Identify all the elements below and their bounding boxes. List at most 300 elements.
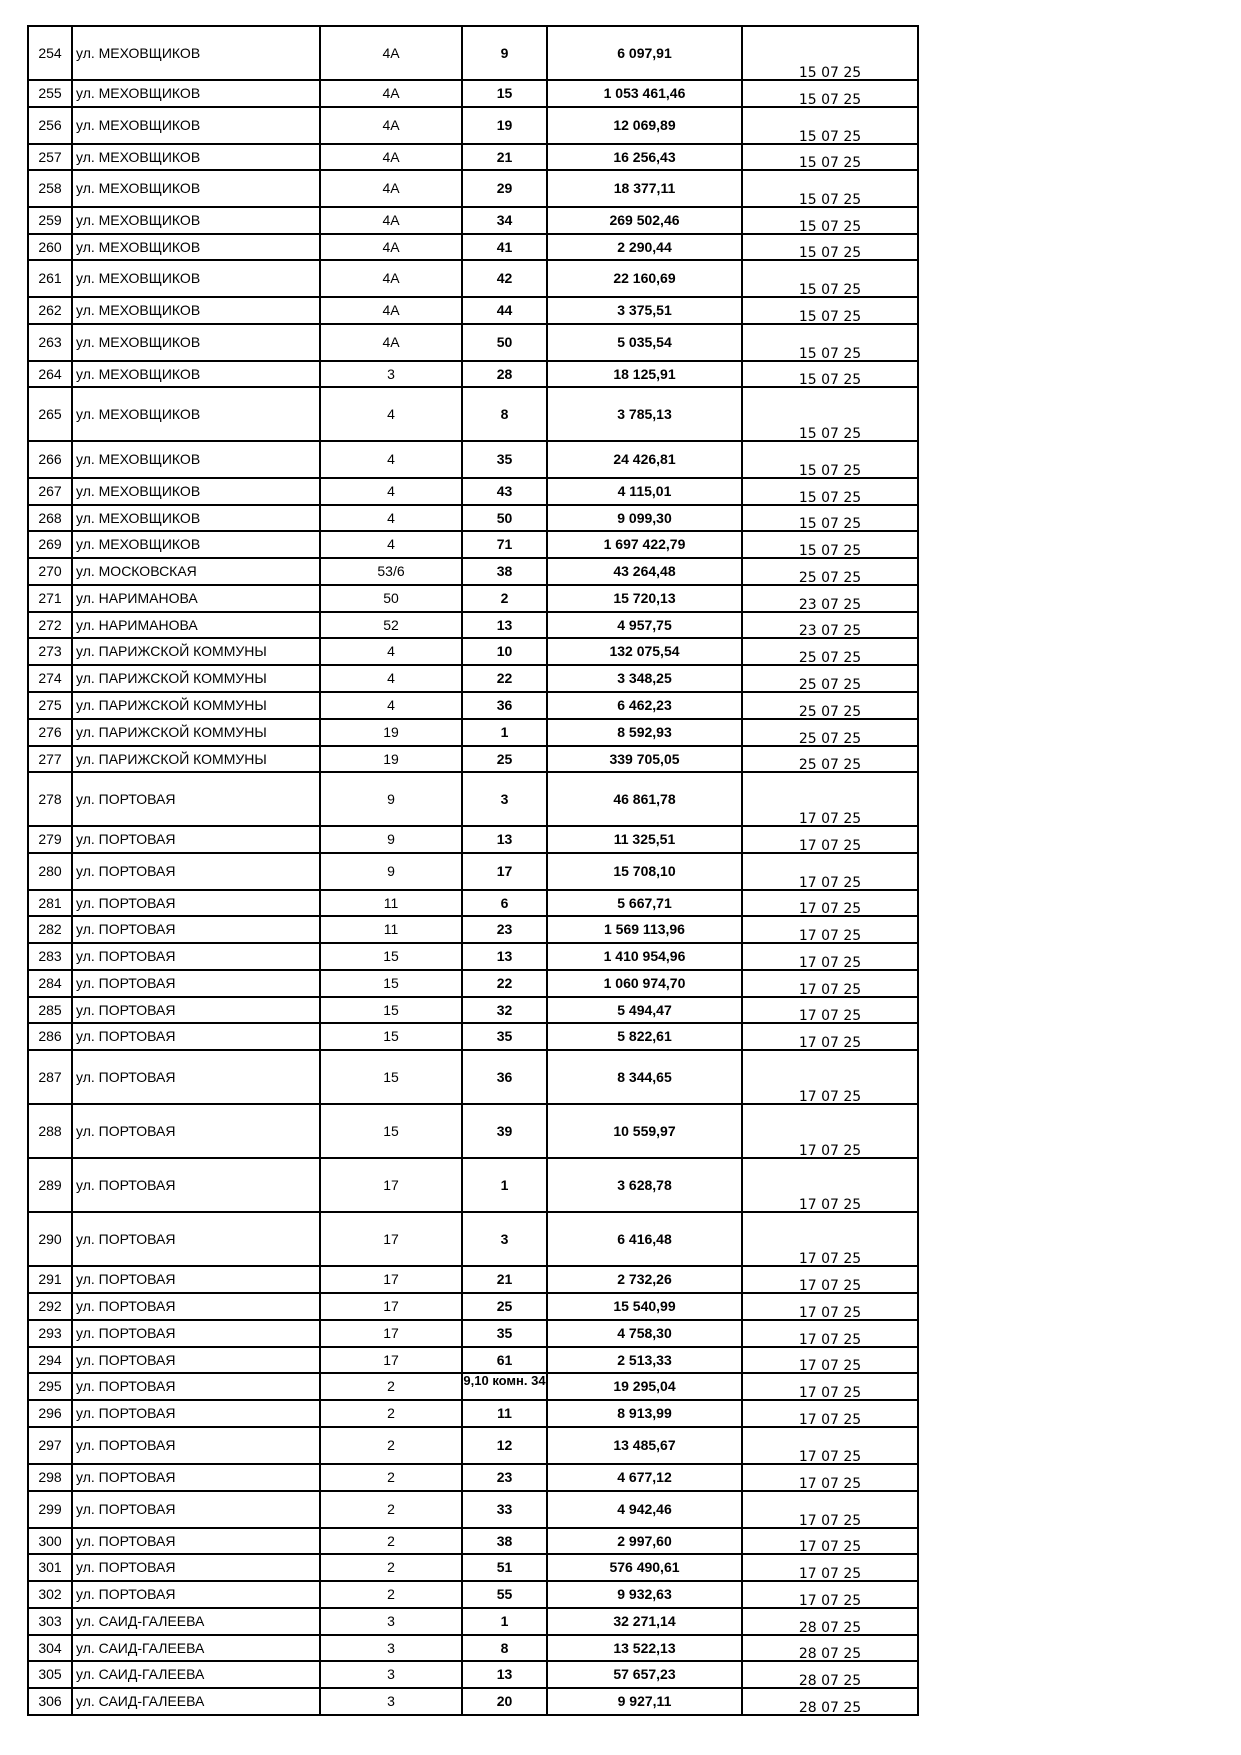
apartment-number: 29 [462,170,547,207]
date-value [742,234,918,260]
street-name: ул. ПОРТОВАЯ [72,1491,320,1528]
table-row [28,692,918,719]
street-name: ул. ПАРИЖСКОЙ КОММУНЫ [72,665,320,692]
row-number: 267 [28,478,72,505]
date-text: 17 07 25 [798,1008,862,1024]
table-row [28,441,918,478]
table-row [28,612,918,638]
debt-amount: 4 942,46 [547,1491,742,1528]
table-row [28,1023,918,1050]
table-row [28,1661,918,1688]
table-row [28,1050,918,1104]
apartment-number: 41 [462,234,547,260]
row-number: 289 [28,1158,72,1212]
debt-amount: 15 540,99 [547,1293,742,1320]
apartment-number: 21 [462,1266,547,1293]
row-number: 264 [28,361,72,387]
house-number: 15 [320,997,462,1023]
table-row [28,1400,918,1427]
table-body [28,26,918,1715]
apartment-number: 34 [462,207,547,234]
table-row [28,970,918,997]
date-value [742,1320,918,1347]
row-number: 273 [28,638,72,665]
debt-amount: 2 732,26 [547,1266,742,1293]
date-text: 15 07 25 [798,92,862,108]
date-text: 15 07 25 [798,65,862,81]
date-text: 15 07 25 [798,372,862,388]
house-number: 2 [320,1400,462,1427]
apartment-number: 50 [462,505,547,531]
date-value [742,692,918,719]
date-text: 15 07 25 [798,490,862,506]
apartment-number: 35 [462,1023,547,1050]
street-name: ул. МЕХОВЩИКОВ [72,170,320,207]
table-row [28,260,918,297]
row-number: 269 [28,531,72,558]
table-row [28,1688,918,1715]
date-value [742,558,918,585]
date-text: 17 07 25 [798,1251,862,1267]
debt-amount: 1 053 461,46 [547,80,742,107]
date-text: 15 07 25 [798,192,862,208]
row-number: 254 [28,26,72,80]
street-name: ул. ПОРТОВАЯ [72,1158,320,1212]
street-name: ул. МЕХОВЩИКОВ [72,144,320,170]
debt-amount: 4 957,75 [547,612,742,638]
apartment-number: 13 [462,943,547,970]
row-number: 258 [28,170,72,207]
street-name: ул. ПОРТОВАЯ [72,970,320,997]
debt-amount: 1 569 113,96 [547,916,742,943]
house-number: 4А [320,324,462,361]
table-row [28,80,918,107]
table-row [28,1528,918,1554]
date-text: 25 07 25 [798,650,862,666]
row-number: 277 [28,746,72,772]
date-value [742,665,918,692]
house-number: 4А [320,234,462,260]
apartment-number-text: 9,10 комн. 34 [463,1374,546,1388]
date-text: 17 07 25 [798,1566,862,1582]
date-text: 17 07 25 [798,1358,862,1374]
date-text: 17 07 25 [798,1035,862,1051]
house-number: 3 [320,1688,462,1715]
date-text: 15 07 25 [798,245,862,261]
street-name: ул. МЕХОВЩИКОВ [72,505,320,531]
date-value [742,772,918,826]
date-text: 17 07 25 [798,811,862,827]
debt-amount: 132 075,54 [547,638,742,665]
apartment-number: 43 [462,478,547,505]
apartment-number [462,1373,547,1400]
apartment-number: 3 [462,1212,547,1266]
date-text: 17 07 25 [798,838,862,854]
table-row [28,1491,918,1528]
street-name: ул. САИД-ГАЛЕЕВА [72,1661,320,1688]
table-row [28,170,918,207]
table-row [28,26,918,80]
street-name: ул. МЕХОВЩИКОВ [72,297,320,324]
date-value [742,80,918,107]
apartment-number: 35 [462,1320,547,1347]
debt-amount: 8 913,99 [547,1400,742,1427]
date-value [742,916,918,943]
date-text: 15 07 25 [798,282,862,298]
row-number: 286 [28,1023,72,1050]
table-row [28,719,918,746]
apartment-number: 36 [462,692,547,719]
date-text: 17 07 25 [798,1143,862,1159]
date-value [742,1464,918,1491]
row-number: 255 [28,80,72,107]
row-number: 293 [28,1320,72,1347]
house-number: 17 [320,1266,462,1293]
date-value [742,585,918,612]
house-number: 50 [320,585,462,612]
debt-amount: 6 097,91 [547,26,742,80]
house-number: 53/6 [320,558,462,585]
row-number: 259 [28,207,72,234]
house-number: 4 [320,665,462,692]
row-number: 284 [28,970,72,997]
street-name: ул. ПОРТОВАЯ [72,1347,320,1373]
apartment-number: 51 [462,1554,547,1581]
debt-amount: 18 125,91 [547,361,742,387]
date-value [742,853,918,890]
street-name: ул. НАРИМАНОВА [72,585,320,612]
apartment-number: 25 [462,746,547,772]
date-text: 28 07 25 [798,1700,862,1716]
street-name: ул. ПАРИЖСКОЙ КОММУНЫ [72,638,320,665]
street-name: ул. МЕХОВЩИКОВ [72,207,320,234]
date-value [742,478,918,505]
date-value [742,207,918,234]
table-row [28,234,918,260]
street-name: ул. ПОРТОВАЯ [72,1023,320,1050]
date-text: 23 07 25 [798,597,862,613]
date-value [742,1104,918,1158]
apartment-number: 9 [462,26,547,80]
row-number: 306 [28,1688,72,1715]
house-number: 2 [320,1491,462,1528]
debt-amount: 19 295,04 [547,1373,742,1400]
table-row [28,665,918,692]
table-row [28,1293,918,1320]
house-number: 4А [320,170,462,207]
date-value [742,1347,918,1373]
row-number: 263 [28,324,72,361]
table-row [28,1373,918,1400]
date-text: 15 07 25 [798,129,862,145]
apartment-number: 8 [462,1635,547,1661]
row-number: 274 [28,665,72,692]
apartment-number: 38 [462,558,547,585]
date-value [742,1373,918,1400]
date-value [742,1528,918,1554]
table-row [28,505,918,531]
street-name: ул. ПАРИЖСКОЙ КОММУНЫ [72,746,320,772]
date-value [742,324,918,361]
house-number: 4А [320,26,462,80]
row-number: 262 [28,297,72,324]
house-number: 52 [320,612,462,638]
row-number: 280 [28,853,72,890]
table-row [28,826,918,853]
date-value [742,1158,918,1212]
date-value [742,1608,918,1635]
row-number: 302 [28,1581,72,1608]
house-number: 2 [320,1427,462,1464]
table-row [28,746,918,772]
debt-amount: 1 697 422,79 [547,531,742,558]
table-row [28,387,918,441]
date-value [742,387,918,441]
street-name: ул. ПОРТОВАЯ [72,1464,320,1491]
street-name: ул. МЕХОВЩИКОВ [72,324,320,361]
debt-amount: 9 099,30 [547,505,742,531]
street-name: ул. ПАРИЖСКОЙ КОММУНЫ [72,692,320,719]
debt-amount: 5 035,54 [547,324,742,361]
street-name: ул. ПОРТОВАЯ [72,1050,320,1104]
street-name: ул. ПАРИЖСКОЙ КОММУНЫ [72,719,320,746]
apartment-number: 8 [462,387,547,441]
street-name: ул. ПОРТОВАЯ [72,1581,320,1608]
house-number: 17 [320,1347,462,1373]
row-number: 287 [28,1050,72,1104]
apartment-number: 23 [462,1464,547,1491]
apartment-number: 17 [462,853,547,890]
street-name: ул. ПОРТОВАЯ [72,1212,320,1266]
row-number: 270 [28,558,72,585]
row-number: 281 [28,890,72,916]
apartment-number: 32 [462,997,547,1023]
row-number: 279 [28,826,72,853]
date-value [742,746,918,772]
row-number: 291 [28,1266,72,1293]
street-name: ул. МЕХОВЩИКОВ [72,107,320,144]
debt-amount: 13 485,67 [547,1427,742,1464]
table-row [28,1464,918,1491]
date-value [742,1212,918,1266]
row-number: 296 [28,1400,72,1427]
date-value [742,1266,918,1293]
street-name: ул. МЕХОВЩИКОВ [72,361,320,387]
row-number: 295 [28,1373,72,1400]
house-number: 3 [320,1661,462,1688]
apartment-number: 22 [462,665,547,692]
date-value [742,1427,918,1464]
house-number: 4 [320,692,462,719]
date-value [742,1050,918,1104]
row-number: 261 [28,260,72,297]
date-text: 25 07 25 [798,704,862,720]
date-value [742,531,918,558]
date-text: 17 07 25 [798,1385,862,1401]
house-number: 11 [320,916,462,943]
table-row [28,361,918,387]
apartment-number: 36 [462,1050,547,1104]
house-number: 3 [320,1608,462,1635]
debt-table [27,25,919,1716]
street-name: ул. ПОРТОВАЯ [72,826,320,853]
street-name: ул. ПОРТОВАЯ [72,997,320,1023]
date-text: 15 07 25 [798,346,862,362]
table-row [28,1158,918,1212]
row-number: 301 [28,1554,72,1581]
table-row [28,1266,918,1293]
row-number: 271 [28,585,72,612]
street-name: ул. ПОРТОВАЯ [72,1400,320,1427]
debt-amount: 8 344,65 [547,1050,742,1104]
table-row [28,107,918,144]
house-number: 4 [320,531,462,558]
apartment-number: 2 [462,585,547,612]
debt-amount: 57 657,23 [547,1661,742,1688]
house-number: 9 [320,826,462,853]
table-row [28,853,918,890]
date-text: 17 07 25 [798,1539,862,1555]
date-text: 28 07 25 [798,1646,862,1662]
apartment-number: 11 [462,1400,547,1427]
date-text: 17 07 25 [798,1332,862,1348]
row-number: 285 [28,997,72,1023]
house-number: 15 [320,970,462,997]
date-value [742,1554,918,1581]
date-text: 25 07 25 [798,677,862,693]
house-number: 17 [320,1320,462,1347]
debt-amount: 12 069,89 [547,107,742,144]
row-number: 305 [28,1661,72,1688]
house-number: 4 [320,387,462,441]
house-number: 17 [320,1293,462,1320]
table-row [28,1212,918,1266]
date-text: 15 07 25 [798,543,862,559]
apartment-number: 13 [462,826,547,853]
apartment-number: 25 [462,1293,547,1320]
debt-amount: 4 115,01 [547,478,742,505]
apartment-number: 20 [462,1688,547,1715]
street-name: ул. ПОРТОВАЯ [72,1293,320,1320]
table-row [28,531,918,558]
table-row [28,1320,918,1347]
house-number: 17 [320,1212,462,1266]
apartment-number: 13 [462,1661,547,1688]
date-value [742,638,918,665]
debt-amount: 576 490,61 [547,1554,742,1581]
row-number: 299 [28,1491,72,1528]
row-number: 265 [28,387,72,441]
debt-amount: 22 160,69 [547,260,742,297]
date-text: 15 07 25 [798,309,862,325]
table-row [28,638,918,665]
debt-amount: 15 720,13 [547,585,742,612]
house-number: 4А [320,80,462,107]
apartment-number: 38 [462,1528,547,1554]
debt-amount: 339 705,05 [547,746,742,772]
house-number: 4 [320,505,462,531]
apartment-number: 13 [462,612,547,638]
house-number: 15 [320,1104,462,1158]
house-number: 4 [320,638,462,665]
table-row [28,1554,918,1581]
date-text: 15 07 25 [798,155,862,171]
apartment-number: 23 [462,916,547,943]
date-value [742,505,918,531]
street-name: ул. ПОРТОВАЯ [72,772,320,826]
debt-amount: 2 513,33 [547,1347,742,1373]
row-number: 268 [28,505,72,531]
date-text: 17 07 25 [798,1197,862,1213]
street-name: ул. НАРИМАНОВА [72,612,320,638]
row-number: 294 [28,1347,72,1373]
row-number: 300 [28,1528,72,1554]
street-name: ул. МОСКОВСКАЯ [72,558,320,585]
apartment-number: 21 [462,144,547,170]
apartment-number: 35 [462,441,547,478]
street-name: ул. ПОРТОВАЯ [72,890,320,916]
table-row [28,997,918,1023]
date-text: 25 07 25 [798,731,862,747]
row-number: 257 [28,144,72,170]
house-number: 9 [320,853,462,890]
table-row [28,1347,918,1373]
date-text: 17 07 25 [798,1278,862,1294]
date-text: 25 07 25 [798,757,862,773]
street-name: ул. ПОРТОВАЯ [72,916,320,943]
table-row [28,772,918,826]
street-name: ул. ПОРТОВАЯ [72,1554,320,1581]
table-row [28,478,918,505]
street-name: ул. САИД-ГАЛЕЕВА [72,1688,320,1715]
date-value [742,997,918,1023]
row-number: 275 [28,692,72,719]
date-text: 17 07 25 [798,901,862,917]
row-number: 256 [28,107,72,144]
date-text: 28 07 25 [798,1620,862,1636]
date-value [742,719,918,746]
street-name: ул. МЕХОВЩИКОВ [72,478,320,505]
debt-amount: 18 377,11 [547,170,742,207]
street-name: ул. ПОРТОВАЯ [72,1427,320,1464]
street-name: ул. ПОРТОВАЯ [72,943,320,970]
house-number: 3 [320,1635,462,1661]
house-number: 4А [320,107,462,144]
debt-amount: 5 822,61 [547,1023,742,1050]
date-text: 17 07 25 [798,875,862,891]
apartment-number: 22 [462,970,547,997]
house-number: 17 [320,1158,462,1212]
apartment-number: 28 [462,361,547,387]
apartment-number: 61 [462,1347,547,1373]
debt-amount: 6 462,23 [547,692,742,719]
row-number: 290 [28,1212,72,1266]
apartment-number: 15 [462,80,547,107]
table-row [28,207,918,234]
table-row [28,916,918,943]
debt-amount: 4 758,30 [547,1320,742,1347]
date-text: 15 07 25 [798,219,862,235]
house-number: 11 [320,890,462,916]
date-text: 25 07 25 [798,570,862,586]
house-number: 4А [320,144,462,170]
date-value [742,361,918,387]
debt-amount: 3 375,51 [547,297,742,324]
row-number: 282 [28,916,72,943]
row-number: 276 [28,719,72,746]
street-name: ул. МЕХОВЩИКОВ [72,80,320,107]
street-name: ул. МЕХОВЩИКОВ [72,26,320,80]
